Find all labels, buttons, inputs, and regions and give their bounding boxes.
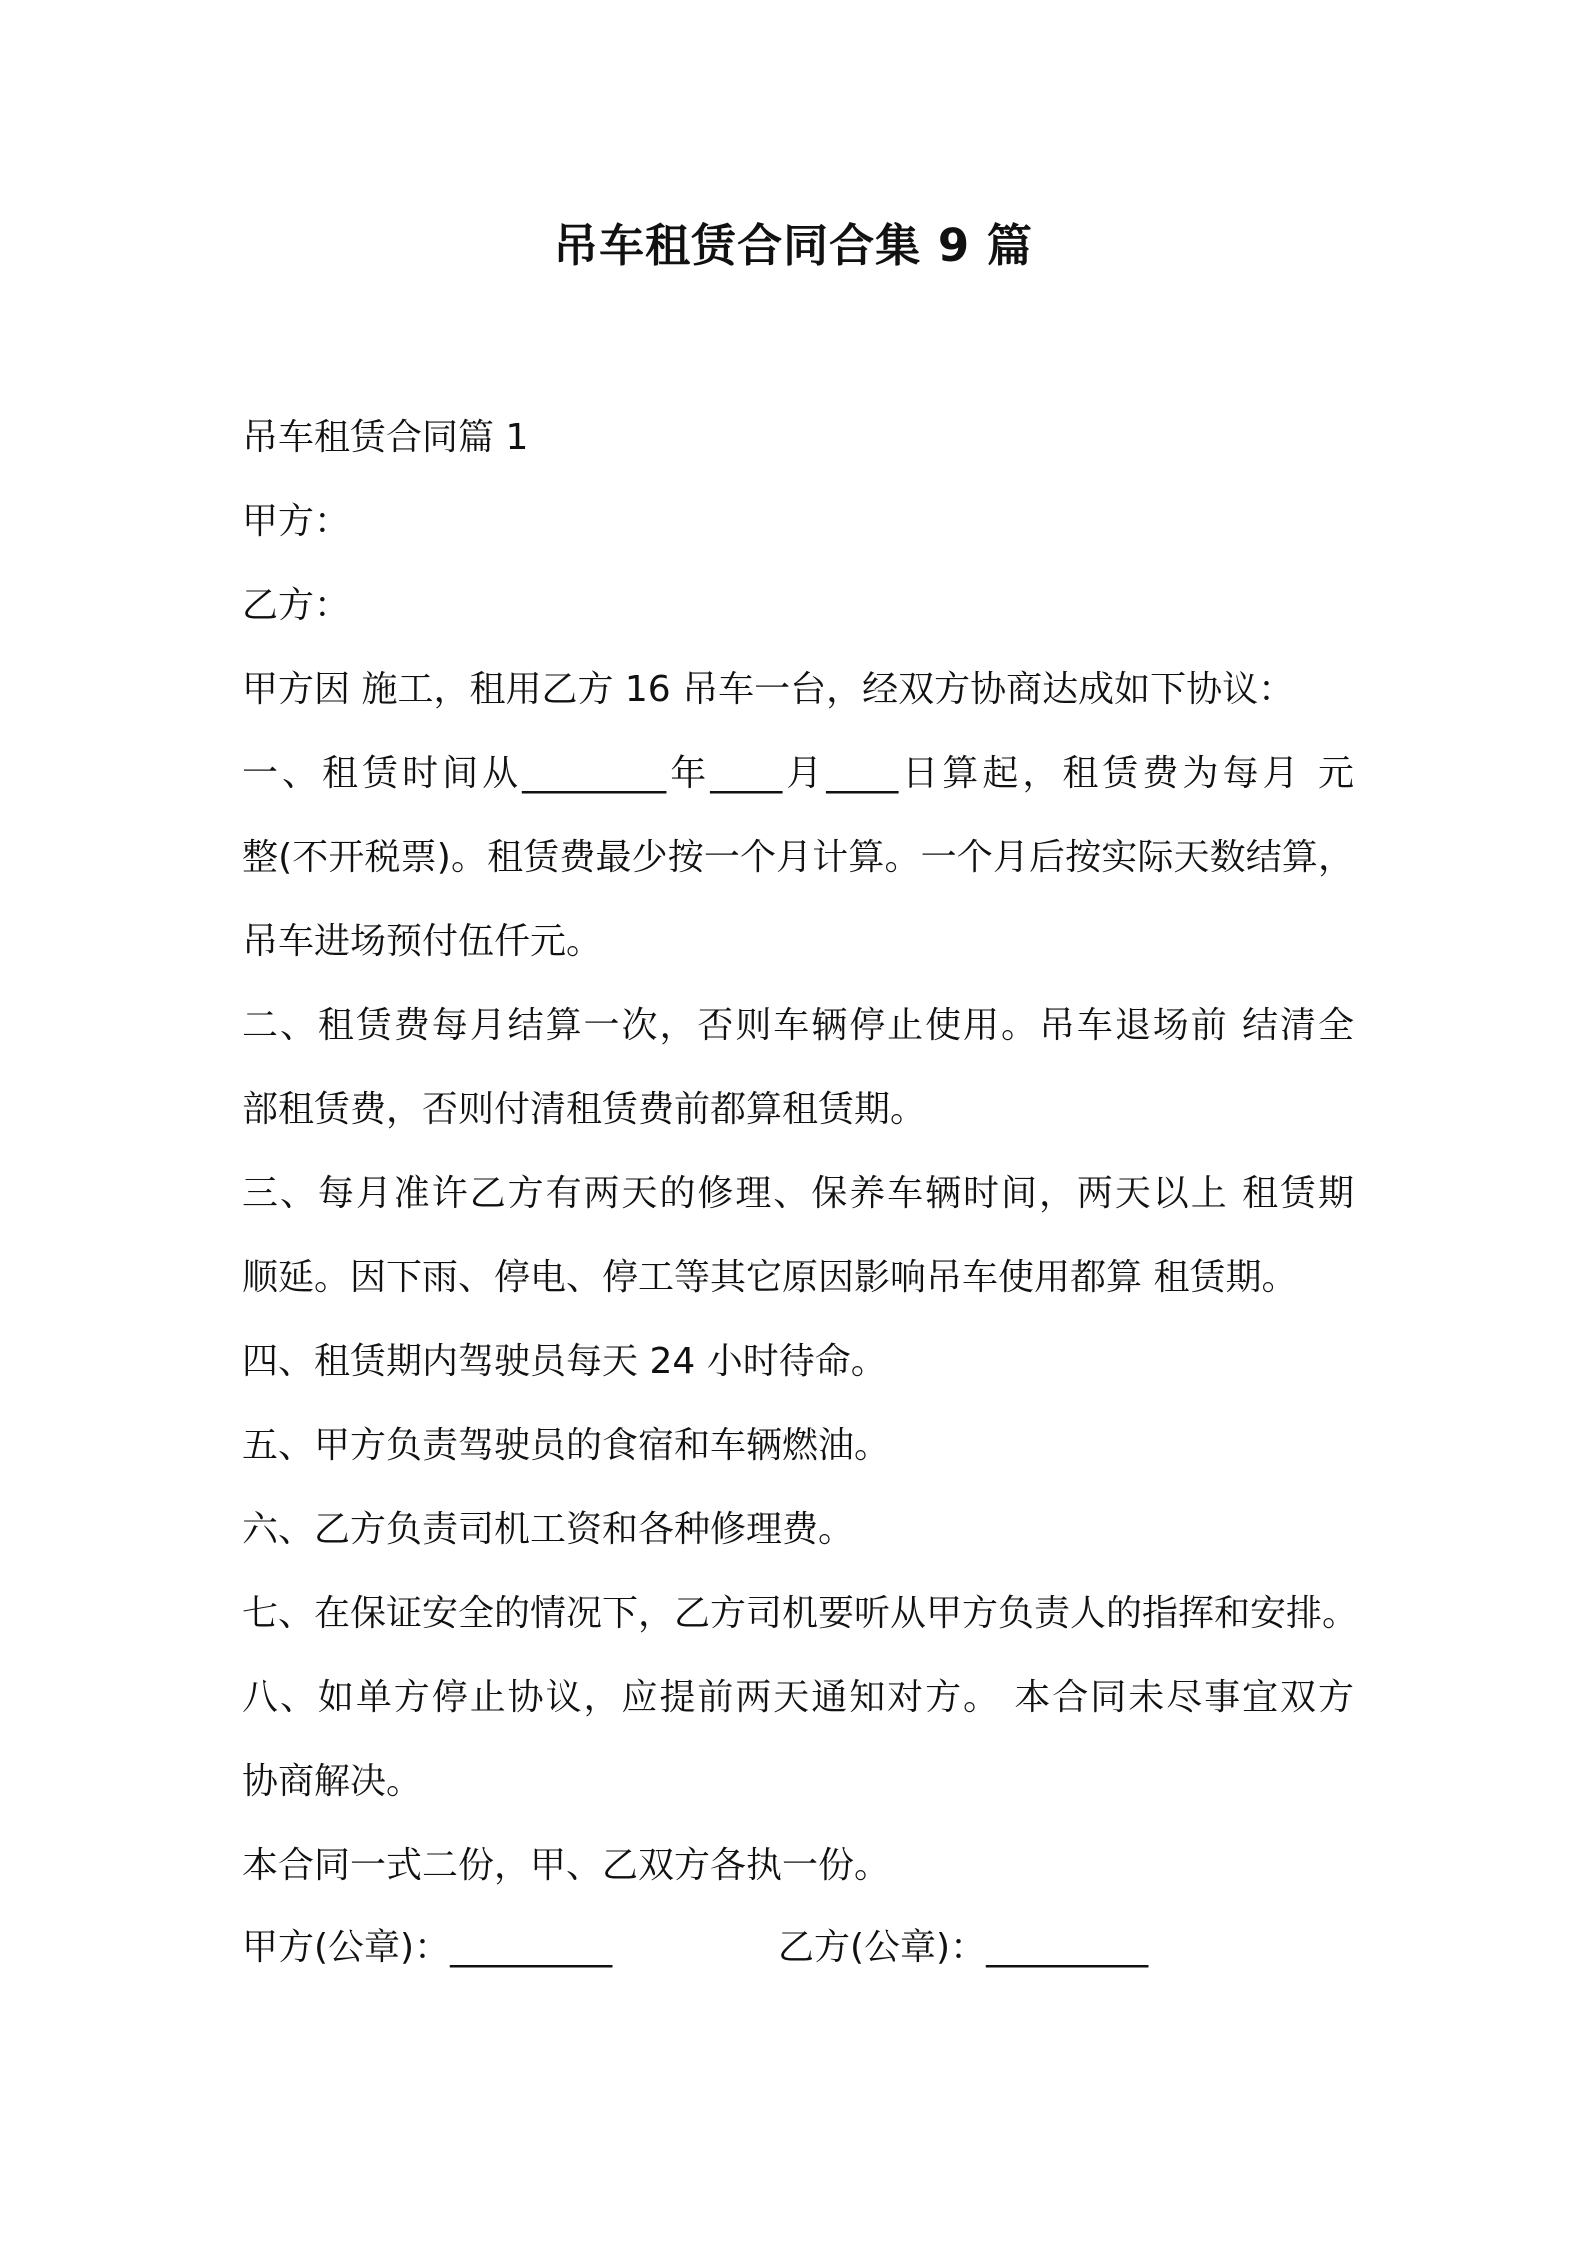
clause-7: 七、在保证安全的情况下，乙方司机要听从甲方负责人的指挥和安排。 (242, 1593, 1359, 1634)
copies-paragraph: 本合同一式二份，甲、乙双方各执一份。 (242, 1845, 891, 1886)
clause-3-line-2: 顺延。因下雨、停电、停工等其它原因影响吊车使用都算 租赁期。 (242, 1257, 1298, 1298)
section-heading: 吊车租赁合同篇 1 (242, 417, 529, 458)
clause-8-line-1: 八、如单方停止协议，应提前两天通知对方。 本合同未尽事宜双方 (242, 1677, 1354, 1718)
clause-1-line-3: 吊车进场预付伍仟元。 (242, 921, 603, 962)
party-b-line: 乙方： (242, 585, 351, 626)
signature-row (242, 1924, 1354, 1972)
clause-5: 五、甲方负责驾驶员的食宿和车辆燃油。 (242, 1425, 891, 1466)
party-b-seal-line: 乙方(公章)：_________ (778, 1927, 1149, 1968)
clause-4: 四、租赁期内驾驶员每天 24 小时待命。 (242, 1341, 887, 1382)
clause-2-line-2: 部租赁费，否则付清租赁费前都算租赁期。 (242, 1089, 927, 1130)
party-a-seal-line: 甲方(公章)：_________ (242, 1927, 613, 1968)
clause-3-line-1: 三、每月准许乙方有两天的修理、保养车辆时间，两天以上 租赁期 (242, 1173, 1354, 1214)
clause-8-line-2: 协商解决。 (242, 1761, 423, 1802)
clause-1-line-1: 一、租赁时间从________年____月____日算起，租赁费为每月 元 (242, 753, 1354, 794)
clause-2-line-1: 二、租赁费每月结算一次，否则车辆停止使用。吊车退场前 结清全 (242, 1005, 1354, 1046)
document-title: 吊车租赁合同合集 9 篇 (553, 219, 1033, 272)
clause-6: 六、乙方负责司机工资和各种修理费。 (242, 1509, 855, 1550)
clause-1-line-2: 整(不开税票)。租赁费最少按一个月计算。一个月后按实际天数结算， (242, 837, 1354, 878)
intro-paragraph: 甲方因 施工，租用乙方 16 吊车一台，经双方协商达成如下协议： (242, 669, 1295, 710)
party-a-line: 甲方： (242, 501, 351, 542)
